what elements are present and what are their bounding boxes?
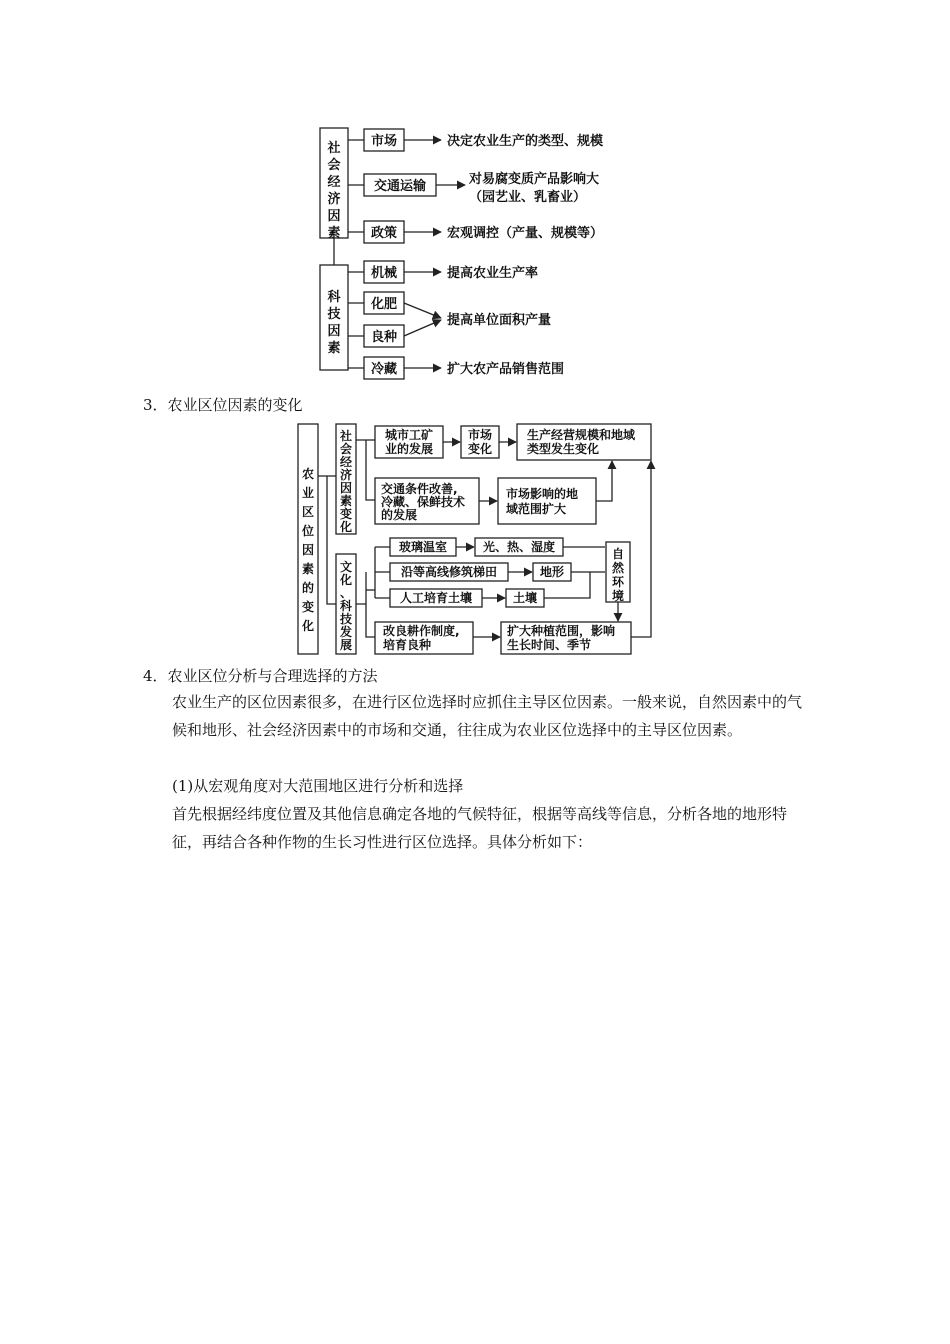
greenhouse-label: 玻璃温室 [398,540,448,554]
light-heat-label: 光、热、湿度 [482,540,556,554]
factor-change-diagram [298,424,651,654]
section4-heading: 4．农业区位分析与合理选择的方法 [143,667,378,685]
policy-label: 政策 [370,226,398,241]
section4-paragraph-1: 农业生产的区位因素很多，在进行区位选择时应抓住主导区位因素。一般来说，自然因素中的气候和地形、社会经济因素中的市场和交通，往往成为农业区位选择中的主导区位因素。 [172,693,803,739]
svg-text:素: 素 [327,341,341,356]
svg-text:素: 素 [327,226,341,241]
urban-label-2: 业的发展 [384,442,434,456]
svg-text:位: 位 [301,524,315,538]
svg-text:变: 变 [301,600,315,614]
yield-effect: 提高单位面积产量 [447,313,552,328]
transport-label-3: 的发展 [381,508,418,522]
svg-text:环: 环 [611,575,625,589]
scale-change-label-2: 类型发生变化 [527,442,600,456]
policy-effect: 宏观调控（产量、规模等） [447,226,604,241]
cold-storage-label: 冷藏 [370,362,398,377]
svg-text:区: 区 [301,505,315,519]
market-range-label-1: 市场影响的地 [506,487,579,501]
svg-text:然: 然 [611,561,625,575]
machinery-effect: 提高农业生产率 [447,266,539,281]
svg-text:素: 素 [339,494,353,508]
svg-text:、: 、 [339,586,353,600]
section3-heading: 3．农业区位因素的变化 [143,396,303,414]
terrain-label: 地形 [539,565,565,579]
svg-text:业: 业 [301,486,315,500]
svg-text:经: 经 [327,175,341,190]
reform-label-1: 改良耕作制度, [383,624,460,638]
svg-text:济: 济 [327,192,341,207]
svg-text:化: 化 [339,520,353,534]
expand-label-1: 扩大种植范围，影响 [507,624,616,638]
svg-text:化: 化 [301,619,315,633]
svg-text:发: 发 [339,625,353,639]
market-change-label-1: 市场 [467,428,493,442]
svg-text:因: 因 [339,481,353,495]
market-label: 市场 [370,134,398,149]
svg-text:因: 因 [327,209,341,224]
svg-text:自: 自 [611,547,625,561]
transport-label-2: 冷藏、保鲜技术 [381,495,466,509]
market-effect: 决定农业生产的类型、规模 [447,134,604,149]
factor-diagram [320,128,604,379]
transport-effect-1: 对易腐变质产品影响大 [469,172,600,187]
svg-text:文: 文 [339,560,353,574]
svg-text:社: 社 [327,141,341,156]
section4-subheading-1: (1)从宏观角度对大范围地区进行分析和选择 [172,777,464,795]
main-label [301,466,314,633]
reform-label-2: 培育良种 [383,638,432,652]
market-change-label-2: 变化 [467,442,493,456]
svg-text:因: 因 [301,543,315,557]
transport-label-1: 交通条件改善, [381,482,458,496]
svg-text:化: 化 [339,573,353,587]
culture-tech-label [339,559,353,652]
svg-text:变: 变 [339,507,353,521]
svg-text:经: 经 [339,455,353,469]
market-range-box [498,478,596,524]
transport-effect-2: （园艺业、乳畜业） [469,190,587,205]
artificial-soil-label: 人工培育土壤 [399,591,473,605]
svg-text:素: 素 [301,562,315,576]
svg-text:技: 技 [327,307,341,322]
cold-storage-effect: 扩大农产品销售范围 [447,362,565,377]
svg-text:农: 农 [301,467,315,481]
market-range-label-2: 域范围扩大 [506,502,567,516]
seed-label: 良种 [370,330,398,345]
socio-economic-change-label [339,428,352,534]
expand-label-2: 生长时间、季节 [507,638,592,652]
terraces-label: 沿等高线修筑梯田 [400,565,498,579]
svg-text:会: 会 [339,442,353,456]
svg-text:科: 科 [339,599,353,613]
svg-text:境: 境 [611,589,625,603]
urban-label-1: 城市工矿 [384,428,434,442]
transport-label: 交通运输 [373,179,427,194]
fertilizer-label: 化肥 [370,297,398,312]
svg-text:因: 因 [327,324,341,339]
soil-label: 土壤 [512,591,538,605]
machinery-label: 机械 [370,266,398,281]
svg-text:展: 展 [339,638,353,652]
natural-environment-label [612,546,625,603]
svg-text:科: 科 [327,290,341,305]
section4-paragraph-2: 首先根据经纬度位置及其他信息确定各地的气候特征，根据等高线等信息，分析各地的地形特征，再结合各种作物的生长习性进行区位选择。具体分析如下： [172,805,788,851]
svg-text:的: 的 [301,581,315,595]
svg-text:技: 技 [339,612,353,626]
svg-text:社: 社 [339,429,353,443]
scale-change-label-1: 生产经营规模和地域 [527,428,636,442]
svg-text:济: 济 [339,468,353,482]
svg-text:会: 会 [327,158,341,173]
